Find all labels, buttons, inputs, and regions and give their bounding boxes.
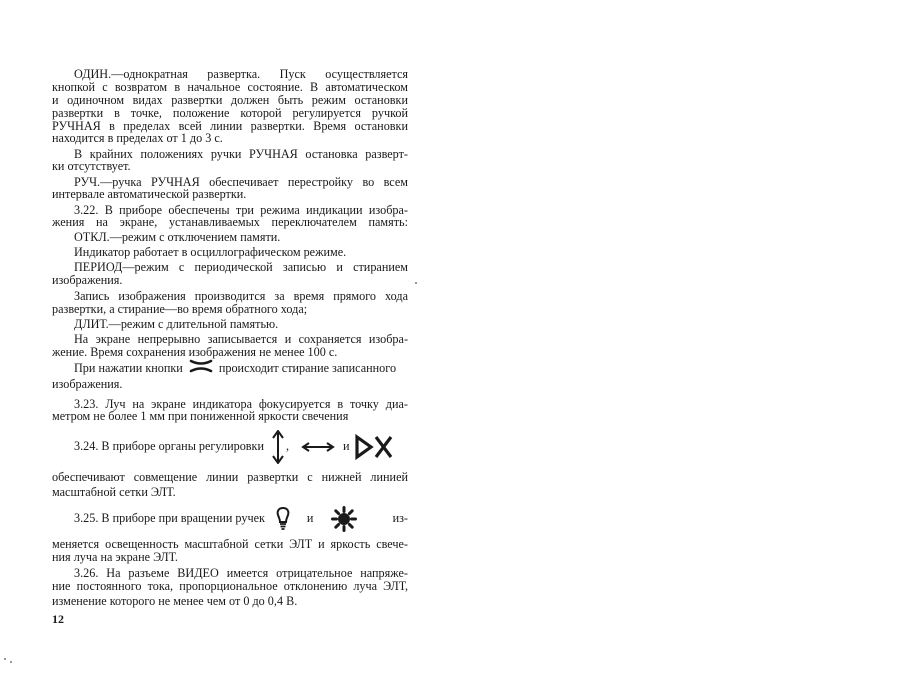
text-line: ДЛИТ.—режим с длительной памятью. (74, 317, 279, 331)
scan-speck (10, 661, 12, 663)
text-fragment: , (285, 439, 290, 453)
text-fragment: и (306, 511, 314, 525)
text-line: интервале автоматической развертки. (52, 187, 247, 201)
text-line: развертки, а стирание—во время обратного хода; (52, 302, 308, 316)
text-line: ния луча на экране ЭЛТ. (52, 550, 178, 564)
text-line: Индикатор работает в осциллографическом режиме. (74, 245, 347, 259)
text-fragment: 3.24. В приборе органы регулировки (74, 439, 264, 453)
scan-speck (4, 658, 6, 660)
text-line: находится в пределах от 1 до 3 с. (52, 131, 223, 145)
page-number: 12 (52, 612, 64, 626)
text-line: 3.26. На разъеме ВИДЕО имеется отрицательное напряже- (74, 566, 408, 580)
text-line: изображения. (52, 377, 123, 391)
text-line: В крайних положениях ручки РУЧНАЯ остановка разверт- (74, 147, 408, 161)
text-line: ние постоянного тока, пропорциональное отклонению луча ЭЛТ, (52, 579, 408, 593)
text-line: РУЧ.—ручка РУЧНАЯ обеспечивает перестройку во всем (74, 175, 408, 189)
knobs-line (52, 510, 408, 527)
text-fragment: При нажатии кнопки (74, 361, 183, 375)
text-line: 3.22. В приборе обеспечены три режима индикации изобра- (74, 203, 408, 217)
text-line: кнопкой с возвратом в начальное состояние. В автоматическом (52, 80, 408, 94)
brightness-sun-icon (331, 506, 357, 532)
text-line: масштабной сетки ЭЛТ. (52, 485, 176, 499)
text-line: развертки в точке, положение которой регулируется ручкой (52, 106, 408, 120)
text-fragment: происходит стирание записанного (218, 361, 397, 375)
text-line: и одиночном видах развертки должен быть режим остановки (52, 93, 408, 107)
text-line: 3.23. Луч на экране индикатора фокусируется в точку диа- (74, 397, 408, 411)
text-line: ПЕРИОД—режим с периодической записью и стиранием (74, 260, 408, 274)
text-line: жения на экране, устанавливаемых переключателем память: (52, 215, 408, 229)
text-line: меняется освещенность масштабной сетки ЭЛТ и яркость свече- (52, 537, 408, 551)
scan-speck (415, 282, 417, 284)
controls-line (52, 438, 408, 455)
text-line: ки отсутствует. (52, 159, 131, 173)
text-fragment: из- (392, 511, 408, 525)
lamp-icon (275, 506, 291, 532)
triangle-x-icon (354, 434, 394, 460)
erase-line (52, 360, 408, 377)
text-line: метром не более 1 мм при пониженной яркости свечения (52, 409, 349, 423)
horizontal-shift-icon (301, 438, 335, 455)
vertical-shift-icon (272, 430, 284, 464)
text-line: ОДИН.—однократная развертка. Пуск осуществляется (74, 67, 408, 81)
text-fragment: и (343, 439, 350, 453)
text-line: изображения. (52, 273, 123, 287)
text-line: Запись изображения производится за время прямого хода (74, 289, 408, 303)
text-line: жение. Время сохранения изображения не менее 100 с. (52, 345, 338, 359)
text-line: ОТКЛ.—режим с отключением памяти. (74, 230, 281, 244)
text-line: На экране непрерывно записывается и сохраняется изобра- (74, 332, 408, 346)
text-line: обеспечивают совмещение линии развертки с нижней линией (52, 470, 408, 484)
text-line: РУЧНАЯ в пределах всей линии развертки. Время остановки (52, 119, 408, 133)
text-line: изменение которого не менее чем от 0 до 0,4 В. (52, 594, 298, 608)
text-fragment: 3.25. В приборе при вращении ручек (74, 511, 265, 525)
